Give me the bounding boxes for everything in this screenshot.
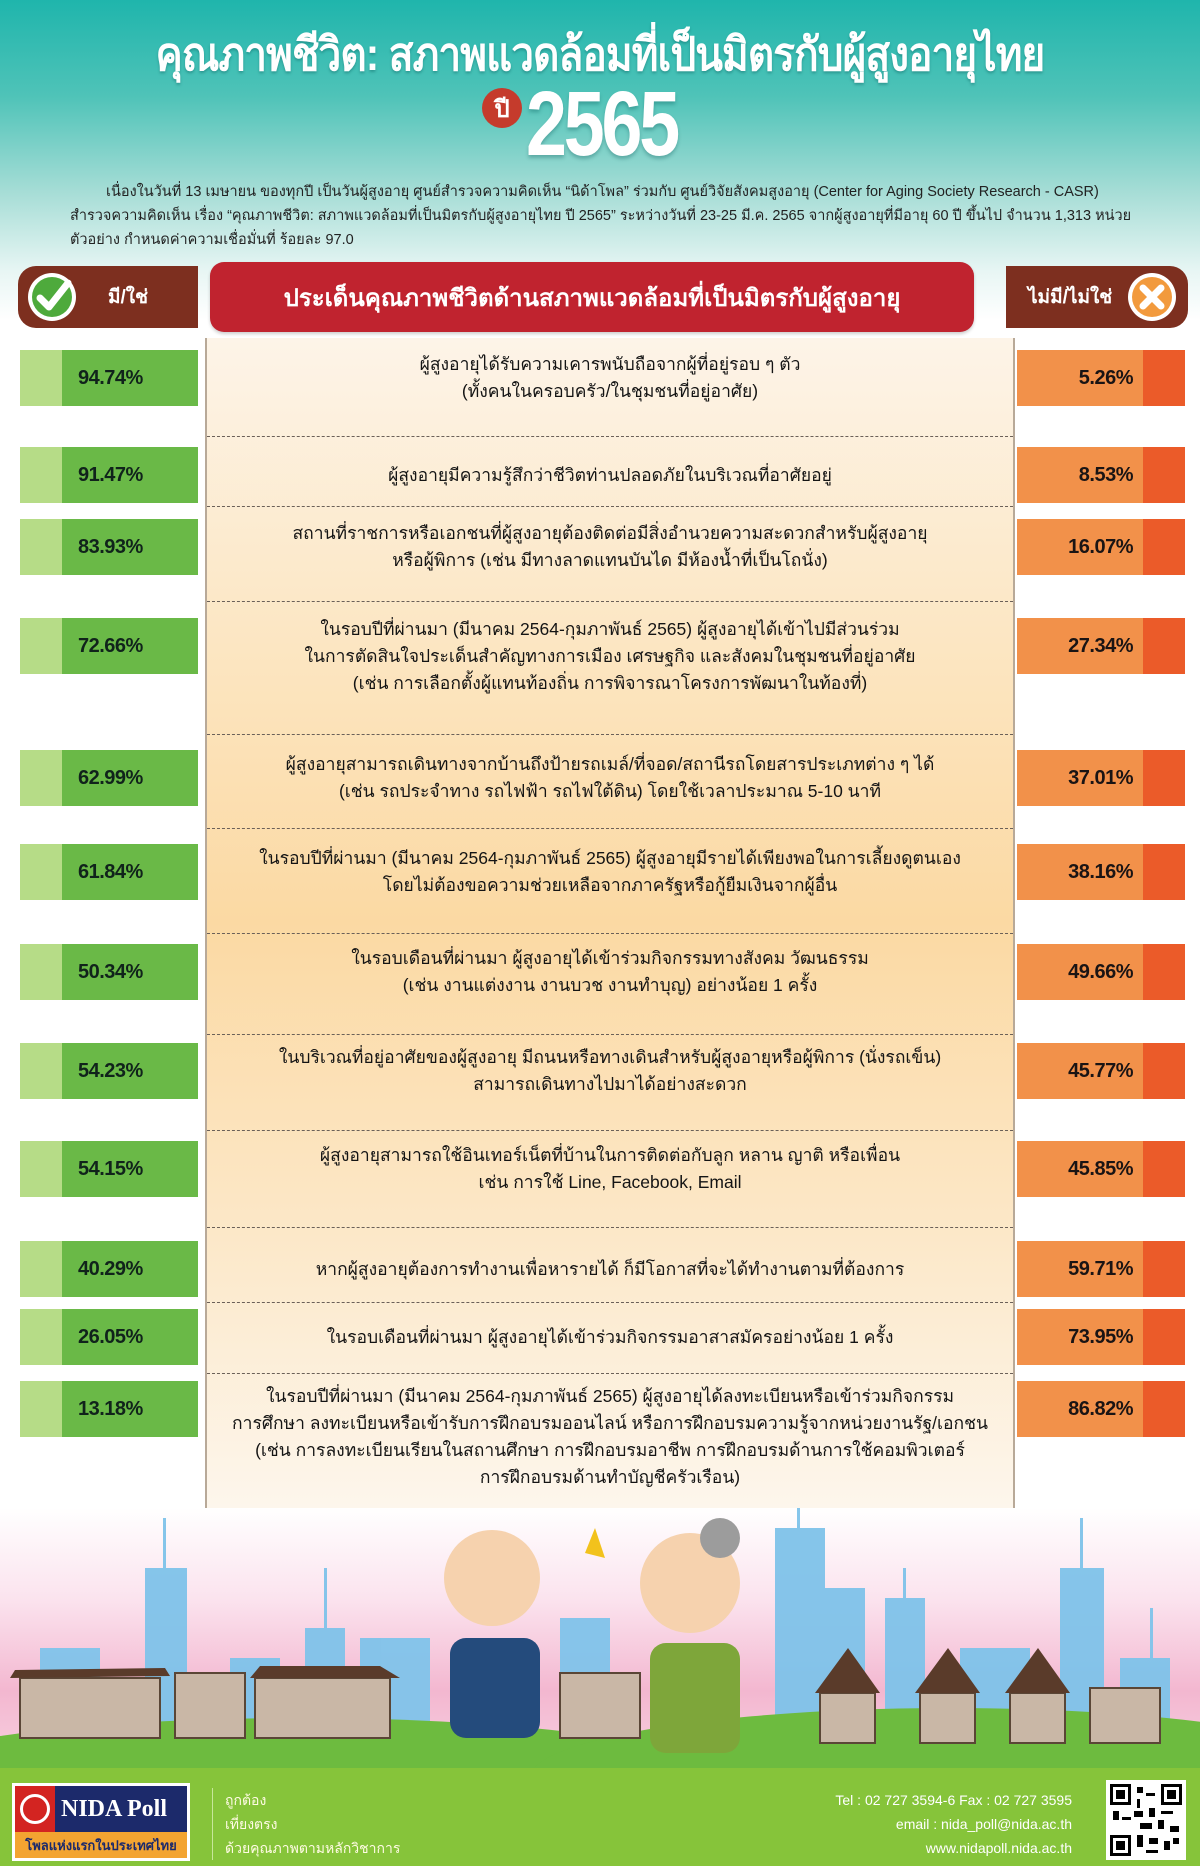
topic-text: ผู้สูงอายุสามารถใช้อินเทอร์เน็ตที่บ้านในการติดต่อกับลูก หลาน ญาติ หรือเพื่อน เช่น การใช้ Line, Facebook, Email bbox=[319, 1145, 901, 1192]
no-bar bbox=[1017, 1241, 1185, 1297]
yes-value: 91.47% bbox=[78, 463, 143, 486]
yes-value: 72.66% bbox=[78, 634, 143, 657]
no-bar bbox=[1017, 750, 1185, 806]
row-divider bbox=[207, 1034, 1013, 1035]
no-value: 59.71% bbox=[1068, 1257, 1133, 1280]
no-value: 37.01% bbox=[1068, 766, 1133, 789]
topic-text: สถานที่ราชการหรือเอกชนที่ผู้สูงอายุต้องติดต่อมีสิ่งอำนวยความสะดวกสำหรับผู้สูงอายุ หรือผู้พิการ (เช่น มีทางลาดแทนบันได มีห้องน้ำที่เป็นโถนั่ง) bbox=[292, 523, 928, 570]
no-bar bbox=[1017, 618, 1185, 674]
slogans bbox=[212, 1788, 400, 1860]
nida-poll-logo[interactable] bbox=[12, 1783, 190, 1861]
year-prefix-badge: ปี bbox=[482, 88, 522, 128]
yes-value: 40.29% bbox=[78, 1257, 143, 1280]
yes-value: 50.34% bbox=[78, 960, 143, 983]
logo-tagline: โพลแห่งแรกในประเทศไทย bbox=[15, 1832, 187, 1858]
no-value: 16.07% bbox=[1068, 535, 1133, 558]
yes-bar bbox=[20, 618, 198, 674]
topic-text: ผู้สูงอายุได้รับความเคารพนับถือจากผู้ที่อยู่รอบ ๆ ตัว (ทั้งคนในครอบครัว/ในชุมชนที่อยู่อาศัย) bbox=[419, 354, 801, 401]
yes-value: 26.05% bbox=[78, 1325, 143, 1348]
yes-value: 62.99% bbox=[78, 766, 143, 789]
yes-value: 61.84% bbox=[78, 860, 143, 883]
no-value: 49.66% bbox=[1068, 960, 1133, 983]
no-bar bbox=[1017, 350, 1185, 406]
no-bar bbox=[1017, 1043, 1185, 1099]
logo-name: NIDA Poll bbox=[61, 1795, 168, 1822]
row-divider bbox=[207, 506, 1013, 507]
topic-text: หากผู้สูงอายุต้องการทำงานเพื่อหารายได้ ก็มีโอกาสที่จะได้ทำงานตามที่ต้องการ bbox=[315, 1258, 905, 1279]
yes-bar bbox=[20, 1241, 198, 1297]
topic-text: ในรอบปีที่ผ่านมา (มีนาคม 2564-กุมภาพันธ์ 2565) ผู้สูงอายุได้ลงทะเบียนหรือเข้าร่วมกิจกรรม การศึกษา ลงทะเบียนหรือเข้ารับการฝึกอบรมออนไลน์ หรือการฝึกอบรมความรู้จากหน่วยงานรัฐ/เอกชน (เช่น การลงทะเบียนเรียนในสถานศึกษา การฝึกอบรมอาชีพ การฝึกอบรมด้านการใช้คอมพิวเตอร์ การฝึกอบรมด้านทำบัญชีครัวเรือน) bbox=[232, 1386, 988, 1487]
website-link[interactable]: www.nidapoll.nida.ac.th bbox=[925, 1840, 1072, 1856]
yes-bar bbox=[20, 844, 198, 900]
topic-text: ผู้สูงอายุสามารถเดินทางจากบ้านถึงป้ายรถเมล์/ที่จอด/สถานีรถโดยสารประเภทต่าง ๆ ได้ (เช่น รถประจำทาง รถไฟฟ้า รถไฟใต้ดิน) โดยใช้เวลาประมาณ 5-10 นาที bbox=[285, 754, 935, 801]
no-value: 5.26% bbox=[1078, 366, 1133, 389]
topic-column-header: ประเด็นคุณภาพชีวิตด้านสภาพแวดล้อมที่เป็นมิตรกับผู้สูงอายุ bbox=[210, 262, 974, 332]
no-column-header bbox=[1006, 266, 1188, 328]
nida-emblem-icon bbox=[15, 1786, 55, 1832]
row-divider bbox=[207, 734, 1013, 735]
no-value: 38.16% bbox=[1068, 860, 1133, 883]
topic-text: ผู้สูงอายุมีความรู้สึกว่าชีวิตท่านปลอดภัยในบริเวณที่อาศัยอยู่ bbox=[388, 464, 832, 485]
yes-column-header bbox=[18, 266, 198, 328]
no-bar bbox=[1017, 944, 1185, 1000]
yes-bar bbox=[20, 1043, 198, 1099]
topic-text: ในบริเวณที่อยู่อาศัยของผู้สูงอายุ มีถนนหรือทางเดินสำหรับผู้สูงอายุหรือผู้พิการ (นั่งรถเข็น) สามารถเดินทางไปมาได้อย่างสะดวก bbox=[278, 1047, 942, 1094]
year-block bbox=[480, 73, 740, 178]
topic-text: ในรอบปีที่ผ่านมา (มีนาคม 2564-กุมภาพันธ์ 2565) ผู้สูงอายุได้เข้าไปมีส่วนร่วม ในการตัดสินใจประเด็นสำคัญทางการเมือง เศรษฐกิจ และสังคมในชุมชนที่อยู่อาศัย (เช่น การเลือกตั้งผู้แทนท้องถิ่น การพิจารณาโครงการพัฒนาในท้องที่) bbox=[304, 618, 916, 693]
no-label: ไม่มี/ไม่ใช่ bbox=[1028, 287, 1113, 308]
yes-label: มี/ใช่ bbox=[108, 287, 148, 308]
page-title: คุณภาพชีวิต: สภาพแวดล้อมที่เป็นมิตรกับผู้สูงอายุไทย bbox=[155, 28, 1045, 80]
no-bar bbox=[1017, 1381, 1185, 1437]
yes-value: 54.23% bbox=[78, 1059, 143, 1082]
yes-bar bbox=[20, 944, 198, 1000]
no-value: 8.53% bbox=[1078, 463, 1133, 486]
row-divider bbox=[207, 828, 1013, 829]
qr-code-icon[interactable] bbox=[1106, 1780, 1186, 1860]
row-divider bbox=[207, 933, 1013, 934]
slogan-item: ด้วยคุณภาพตามหลักวิชาการ bbox=[225, 1840, 401, 1856]
intro-text: เนื่องในวันที่ 13 เมษายน ของทุกปี เป็นวันผู้สูงอายุ ศูนย์สำรวจความคิดเห็น “นิด้าโพล” ร่วมกับ ศูนย์วิจัยสังคมสูงอายุ (Center for Aging Society Research - CASR) สำรวจความคิดเห็น เรื่อง “คุณภาพชีวิต: สภาพแวดล้อมที่เป็นมิตรกับผู้สูงอายุไทย ปี 2565” ระหว่างวันที่ 23-25 มี.ค. 2565 จากผู้สูงอายุที่มีอายุ 60 ปี ขึ้นไป จำนวน 1,313 หน่วยตัวอย่าง กำหนดค่าความเชื่อมั่นที่ ร้อยละ 97.0 bbox=[70, 184, 1132, 248]
slogan-item: ถูกต้อง bbox=[225, 1792, 267, 1808]
no-value: 45.77% bbox=[1068, 1059, 1133, 1082]
topic-text: ในรอบเดือนที่ผ่านมา ผู้สูงอายุได้เข้าร่วมกิจกรรมอาสาสมัครอย่างน้อย 1 ครั้ง bbox=[326, 1326, 894, 1347]
yes-value: 54.15% bbox=[78, 1157, 143, 1180]
phone-fax: Tel : 02 727 3594-6 Fax : 02 727 3595 bbox=[835, 1792, 1072, 1808]
row-divider bbox=[207, 1130, 1013, 1131]
yes-value: 94.74% bbox=[78, 366, 143, 389]
no-bar bbox=[1017, 844, 1185, 900]
no-value: 86.82% bbox=[1068, 1397, 1133, 1420]
yes-bar bbox=[20, 750, 198, 806]
row-divider bbox=[207, 1227, 1013, 1228]
no-bar bbox=[1017, 519, 1185, 575]
topic-text: ในรอบเดือนที่ผ่านมา ผู้สูงอายุได้เข้าร่วมกิจกรรมทางสังคม วัฒนธรรม (เช่น งานแต่งงาน งานบวช งานทำบุญ) อย่างน้อย 1 ครั้ง bbox=[351, 948, 869, 995]
yes-bar bbox=[20, 519, 198, 575]
yes-value: 83.93% bbox=[78, 535, 143, 558]
row-divider bbox=[207, 436, 1013, 437]
year-number: 2565 bbox=[526, 73, 677, 175]
intro-paragraph bbox=[70, 180, 1140, 252]
email-link[interactable]: email : nida_poll@nida.ac.th bbox=[895, 1816, 1072, 1832]
city-skyline-illustration bbox=[0, 1508, 1200, 1770]
yes-bar bbox=[20, 447, 198, 503]
yes-value: 13.18% bbox=[78, 1397, 143, 1420]
row-divider bbox=[207, 1302, 1013, 1303]
no-value: 45.85% bbox=[1068, 1157, 1133, 1180]
yes-bar bbox=[20, 350, 198, 406]
elderly-illustration bbox=[0, 1508, 1200, 1770]
close-x-icon bbox=[1126, 271, 1178, 323]
row-divider bbox=[207, 1373, 1013, 1374]
topic-text: ในรอบปีที่ผ่านมา (มีนาคม 2564-กุมภาพันธ์ 2565) ผู้สูงอายุมีรายได้เพียงพอในการเลี้ยงดูตนเอง โดยไม่ต้องขอความช่วยเหลือจากภาครัฐหรือกู้ยืมเงินจากผู้อื่น bbox=[259, 848, 961, 895]
yes-bar bbox=[20, 1141, 198, 1197]
no-bar bbox=[1017, 1141, 1185, 1197]
no-bar bbox=[1017, 447, 1185, 503]
check-icon bbox=[26, 271, 78, 323]
yes-bar bbox=[20, 1309, 198, 1365]
contact-info bbox=[835, 1788, 1072, 1860]
no-bar bbox=[1017, 1309, 1185, 1365]
no-value: 73.95% bbox=[1068, 1325, 1133, 1348]
footer bbox=[0, 1768, 1200, 1866]
slogan-item: เที่ยงตรง bbox=[225, 1816, 278, 1832]
yes-bar bbox=[20, 1381, 198, 1437]
no-value: 27.34% bbox=[1068, 634, 1133, 657]
row-divider bbox=[207, 601, 1013, 602]
